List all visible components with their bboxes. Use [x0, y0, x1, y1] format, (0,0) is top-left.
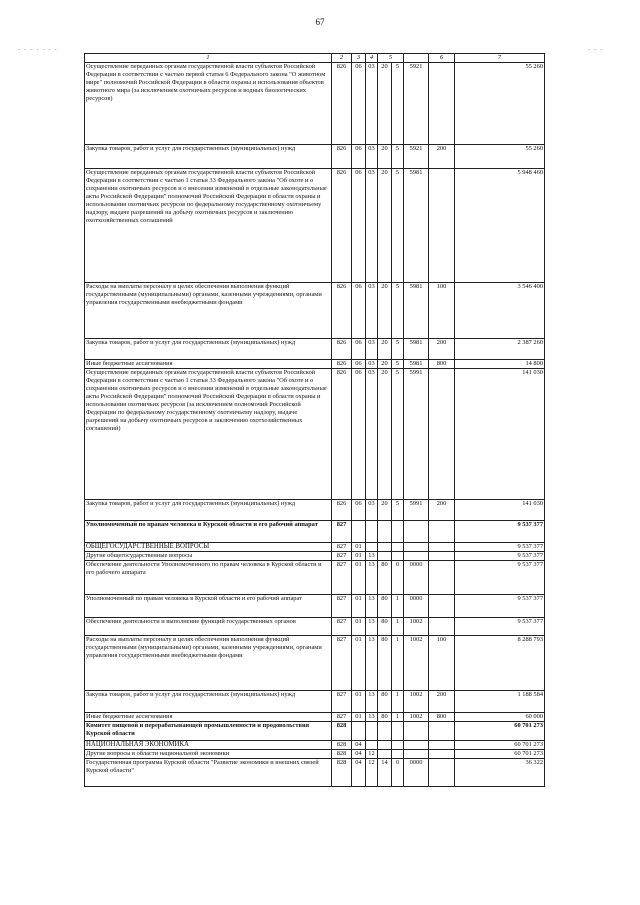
row-ved-code: 826: [332, 360, 352, 369]
row-name: Обеспечение деятельности и выполнение функций государственных органов: [85, 618, 332, 636]
row-section-code: 04: [352, 750, 366, 759]
row-amount: 141 030: [455, 369, 545, 500]
row-ved-code: 827: [332, 543, 352, 552]
row-section-code: 06: [352, 339, 366, 360]
row-subsection-code: 13: [366, 618, 378, 636]
row-ved-code: 827: [332, 521, 352, 543]
row-subsection-code: 13: [366, 636, 378, 691]
row-subprogram-code: [392, 543, 404, 552]
row-amount: 9 537 377: [455, 595, 545, 618]
row-expense-type-code: [429, 722, 455, 741]
col-header-4: 4: [366, 54, 378, 63]
row-name: Закупка товаров, работ и услуг для государственных (муниципальных) нужд: [85, 691, 332, 713]
row-program-code: 20: [378, 339, 392, 360]
row-section-code: 04: [352, 741, 366, 750]
row-subsection-code: 13: [366, 552, 378, 561]
row-subsection-code: 13: [366, 561, 378, 595]
row-amount: 8 288 793: [455, 636, 545, 691]
row-name: Государственная программа Курской области "Развитие экономики и внешних связей Курской области": [85, 759, 332, 787]
row-amount: 36 322: [455, 759, 545, 787]
row-subprogram-code: [392, 521, 404, 543]
row-subprogram-code: 0: [392, 759, 404, 787]
row-amount: 55 260: [455, 145, 545, 169]
row-program-code: 20: [378, 169, 392, 283]
row-expense-type-code: [429, 543, 455, 552]
row-name: Иные бюджетные ассигнования: [85, 360, 332, 369]
row-expense-type-code: [429, 561, 455, 595]
row-direction-code: [404, 722, 429, 741]
row-name: Закупка товаров, работ и услуг для государственных (муниципальных) нужд: [85, 500, 332, 521]
row-expense-type-code: 200: [429, 691, 455, 713]
row-name: Расходы на выплаты персоналу в целях обеспечения выполнения функций государственными (муниципальными) органами, казенными учреждениями, органами управления государственными внебюджетными фондами: [85, 283, 332, 339]
row-subprogram-code: 5: [392, 369, 404, 500]
row-section-code: 06: [352, 360, 366, 369]
row-subprogram-code: 1: [392, 618, 404, 636]
row-subsection-code: [366, 521, 378, 543]
row-program-code: 80: [378, 561, 392, 595]
row-program-code: 80: [378, 691, 392, 713]
row-name: Другие вопросы в области национальной экономики: [85, 750, 332, 759]
row-name: Осуществление переданных органам государственной власти субъектов Российской Федерации в соответствии с частью 1 статьи 33 Федерального закона "Об охоте и о сохранении охотничьих ресурсов и о внесении изменений в отдельные законодательные акты Российской Федерации" полномочий Российской Федерации в области охраны и использования охотничьих ресурсов по федеральному государственному охотничьему надзору, выдаче разрешений на добычу охотничьих ресурсов и заключению охотхозяйственных соглашений: [85, 169, 332, 283]
table-row: [85, 595, 545, 618]
row-subsection-code: 13: [366, 713, 378, 722]
row-ved-code: 827: [332, 561, 352, 595]
row-name: Осуществление переданных органам государственной власти субъектов Российской Федерации в соответствии с частью первой статьи 6 Федерального закона "О животном мире" полномочий Российской Федерации в области охраны и использования объектов животного мира (за исключением охотничьих ресурсов и водных биологических ресурсов): [85, 63, 332, 145]
row-subsection-code: 03: [366, 339, 378, 360]
table-row: [85, 63, 545, 145]
row-expense-type-code: [429, 552, 455, 561]
row-direction-code: 5991: [404, 369, 429, 500]
scan-mark: ‑ ‑ ‑: [588, 45, 604, 53]
row-ved-code: 828: [332, 722, 352, 741]
row-amount: 1 188 584: [455, 691, 545, 713]
row-expense-type-code: [429, 741, 455, 750]
row-subsection-code: [366, 741, 378, 750]
row-direction-code: 5981: [404, 283, 429, 339]
row-expense-type-code: 800: [429, 713, 455, 722]
row-subprogram-code: [392, 741, 404, 750]
row-subprogram-code: 1: [392, 595, 404, 618]
row-expense-type-code: [429, 618, 455, 636]
row-name: ОБЩЕГОСУДАРСТВЕННЫЕ ВОПРОСЫ: [85, 543, 332, 552]
row-direction-code: 5921: [404, 145, 429, 169]
row-direction-code: 1002: [404, 691, 429, 713]
row-subsection-code: 03: [366, 360, 378, 369]
row-expense-type-code: [429, 169, 455, 283]
row-name: Закупка товаров, работ и услуг для государственных (муниципальных) нужд: [85, 339, 332, 360]
row-subsection-code: 12: [366, 750, 378, 759]
row-subsection-code: 03: [366, 169, 378, 283]
table-row: [85, 691, 545, 713]
row-expense-type-code: [429, 595, 455, 618]
row-program-code: [378, 552, 392, 561]
row-subsection-code: 03: [366, 145, 378, 169]
row-name: Расходы на выплаты персоналу в целях обеспечения выполнения функций государственными (муниципальными) органами, казенными учреждениями, органами управления государственными внебюджетными фондами: [85, 636, 332, 691]
row-subsection-code: 03: [366, 63, 378, 145]
row-section-code: 06: [352, 369, 366, 500]
row-direction-code: 1002: [404, 636, 429, 691]
row-program-code: 80: [378, 713, 392, 722]
row-expense-type-code: [429, 369, 455, 500]
row-amount: 9 537 377: [455, 561, 545, 595]
row-expense-type-code: 200: [429, 145, 455, 169]
page-number: 67: [315, 17, 325, 27]
row-section-code: 01: [352, 713, 366, 722]
row-amount: 60 701 273: [455, 722, 545, 741]
row-program-code: 80: [378, 618, 392, 636]
row-ved-code: 827: [332, 618, 352, 636]
row-expense-type-code: 100: [429, 283, 455, 339]
row-name: Комитет пищевой и перерабатывающей промышленности и продовольствия Курской области: [85, 722, 332, 741]
row-direction-code: 5981: [404, 339, 429, 360]
row-ved-code: 828: [332, 741, 352, 750]
row-section-code: 01: [352, 595, 366, 618]
table-row: [85, 145, 545, 169]
table-row: [85, 283, 545, 339]
row-subsection-code: [366, 722, 378, 741]
row-section-code: 01: [352, 561, 366, 595]
row-amount: 55 260: [455, 63, 545, 145]
row-amount: 5 948 460: [455, 169, 545, 283]
table-row: [85, 552, 545, 561]
row-program-code: 20: [378, 283, 392, 339]
row-amount: 9 537 377: [455, 552, 545, 561]
row-subsection-code: 12: [366, 759, 378, 787]
row-subprogram-code: 5: [392, 63, 404, 145]
row-direction-code: 0000: [404, 561, 429, 595]
row-section-code: 06: [352, 500, 366, 521]
row-amount: 9 537 377: [455, 618, 545, 636]
row-section-code: 06: [352, 63, 366, 145]
row-program-code: 20: [378, 500, 392, 521]
row-section-code: 04: [352, 759, 366, 787]
row-expense-type-code: [429, 750, 455, 759]
row-subsection-code: 03: [366, 500, 378, 521]
col-header-1: 1: [85, 54, 332, 63]
table-row: [85, 618, 545, 636]
scan-mark: ‑ ‑ ‑ ‑ ‑ ‑ ‑: [18, 45, 58, 53]
row-section-code: [352, 521, 366, 543]
row-section-code: 06: [352, 283, 366, 339]
row-name: Уполномоченный по правам человека в Курской области и его рабочий аппарат: [85, 595, 332, 618]
row-ved-code: 826: [332, 145, 352, 169]
row-amount: 14 800: [455, 360, 545, 369]
row-amount: 9 537 377: [455, 521, 545, 543]
row-subprogram-code: 0: [392, 561, 404, 595]
row-program-code: 20: [378, 369, 392, 500]
row-program-code: 20: [378, 360, 392, 369]
row-direction-code: [404, 543, 429, 552]
table-row: [85, 169, 545, 283]
row-subprogram-code: [392, 722, 404, 741]
row-direction-code: 5981: [404, 360, 429, 369]
row-amount: 2 387 260: [455, 339, 545, 360]
row-section-code: 01: [352, 691, 366, 713]
row-direction-code: 5981: [404, 169, 429, 283]
row-program-code: [378, 722, 392, 741]
table-row: [85, 561, 545, 595]
row-direction-code: 5991: [404, 500, 429, 521]
row-subprogram-code: 5: [392, 283, 404, 339]
col-header-3: 3: [352, 54, 366, 63]
row-direction-code: 0000: [404, 759, 429, 787]
row-ved-code: 826: [332, 283, 352, 339]
row-amount: 60 701 273: [455, 750, 545, 759]
row-ved-code: 826: [332, 169, 352, 283]
col-header-2: 2: [332, 54, 352, 63]
row-expense-type-code: 800: [429, 360, 455, 369]
row-name: Иные бюджетные ассигнования: [85, 713, 332, 722]
row-direction-code: 1002: [404, 618, 429, 636]
row-ved-code: 827: [332, 691, 352, 713]
row-subprogram-code: 5: [392, 145, 404, 169]
row-program-code: 80: [378, 595, 392, 618]
row-amount: 60 701 273: [455, 741, 545, 750]
row-direction-code: [404, 552, 429, 561]
row-section-code: 01: [352, 636, 366, 691]
row-expense-type-code: 100: [429, 636, 455, 691]
row-direction-code: [404, 521, 429, 543]
row-program-code: 14: [378, 759, 392, 787]
header-row: [85, 54, 545, 63]
col-header-7: 7: [455, 54, 545, 63]
col-header-5: 5: [378, 54, 404, 63]
row-section-code: 06: [352, 145, 366, 169]
row-ved-code: 827: [332, 595, 352, 618]
table-row: [85, 741, 545, 750]
row-amount: 3 546 400: [455, 283, 545, 339]
row-program-code: [378, 543, 392, 552]
row-direction-code: 0000: [404, 595, 429, 618]
row-name: Уполномоченный по правам человека в Курской области и его рабочий аппарат: [85, 521, 332, 543]
row-direction-code: [404, 741, 429, 750]
row-section-code: 06: [352, 169, 366, 283]
row-name: Другие общегосударственные вопросы: [85, 552, 332, 561]
row-direction-code: 5921: [404, 63, 429, 145]
row-ved-code: 827: [332, 713, 352, 722]
table-row: [85, 750, 545, 759]
row-subprogram-code: 5: [392, 500, 404, 521]
row-amount: 60 000: [455, 713, 545, 722]
row-ved-code: 826: [332, 339, 352, 360]
row-program-code: [378, 741, 392, 750]
table-row: [85, 722, 545, 741]
row-name: Обеспечение деятельности Уполномоченного по правам человека в Курской области и его рабочего аппарата: [85, 561, 332, 595]
row-ved-code: 828: [332, 759, 352, 787]
row-subprogram-code: 1: [392, 636, 404, 691]
row-ved-code: 826: [332, 369, 352, 500]
row-program-code: 20: [378, 145, 392, 169]
table-row: [85, 360, 545, 369]
row-ved-code: 827: [332, 552, 352, 561]
row-program-code: 20: [378, 63, 392, 145]
row-program-code: [378, 521, 392, 543]
row-expense-type-code: [429, 521, 455, 543]
row-program-code: [378, 750, 392, 759]
row-section-code: [352, 722, 366, 741]
row-subsection-code: [366, 543, 378, 552]
row-subsection-code: 13: [366, 691, 378, 713]
row-subprogram-code: 1: [392, 691, 404, 713]
row-subprogram-code: 5: [392, 169, 404, 283]
row-expense-type-code: 200: [429, 500, 455, 521]
row-subprogram-code: [392, 750, 404, 759]
row-name: Закупка товаров, работ и услуг для государственных (муниципальных) нужд: [85, 145, 332, 169]
row-ved-code: 826: [332, 63, 352, 145]
row-subprogram-code: 5: [392, 339, 404, 360]
row-subprogram-code: [392, 552, 404, 561]
row-program-code: 80: [378, 636, 392, 691]
row-expense-type-code: [429, 759, 455, 787]
table-row: [85, 369, 545, 500]
table-row: [85, 521, 545, 543]
table-row: [85, 713, 545, 722]
table-row: [85, 759, 545, 787]
row-subsection-code: 13: [366, 595, 378, 618]
row-name: НАЦИОНАЛЬНАЯ ЭКОНОМИКА: [85, 741, 332, 750]
row-section-code: 01: [352, 552, 366, 561]
row-ved-code: 826: [332, 500, 352, 521]
row-subprogram-code: 5: [392, 360, 404, 369]
row-expense-type-code: 200: [429, 339, 455, 360]
row-direction-code: [404, 750, 429, 759]
row-amount: 9 537 377: [455, 543, 545, 552]
row-subprogram-code: 1: [392, 713, 404, 722]
col-header-5b: [404, 54, 429, 63]
row-name: Осуществление переданных органам государственной власти субъектов Российской Федерации в соответствии с частью 1 статьи 33 Федерального закона "Об охоте и о сохранении охотничьих ресурсов и о внесении изменений в отдельные законодательные акты Российской Федерации" полномочий Российской Федерации в области охраны и использования охотничьих ресурсов (за исключением полномочий Российской Федерации по федеральному государственному охотничьему надзору, выдаче разрешений на добычу охотничьих ресурсов и заключению охотхозяйственных соглашений): [85, 369, 332, 500]
row-section-code: 01: [352, 618, 366, 636]
row-direction-code: 1002: [404, 713, 429, 722]
row-subsection-code: 03: [366, 283, 378, 339]
row-amount: 141 030: [455, 500, 545, 521]
table-row: [85, 339, 545, 360]
col-header-6: 6: [429, 54, 455, 63]
row-ved-code: 827: [332, 636, 352, 691]
row-subsection-code: 03: [366, 369, 378, 500]
row-ved-code: 828: [332, 750, 352, 759]
table-row: [85, 543, 545, 552]
table-row: [85, 636, 545, 691]
budget-table: [84, 53, 545, 787]
table-row: [85, 500, 545, 521]
row-expense-type-code: [429, 63, 455, 145]
row-section-code: 01: [352, 543, 366, 552]
table-body: [85, 63, 545, 787]
